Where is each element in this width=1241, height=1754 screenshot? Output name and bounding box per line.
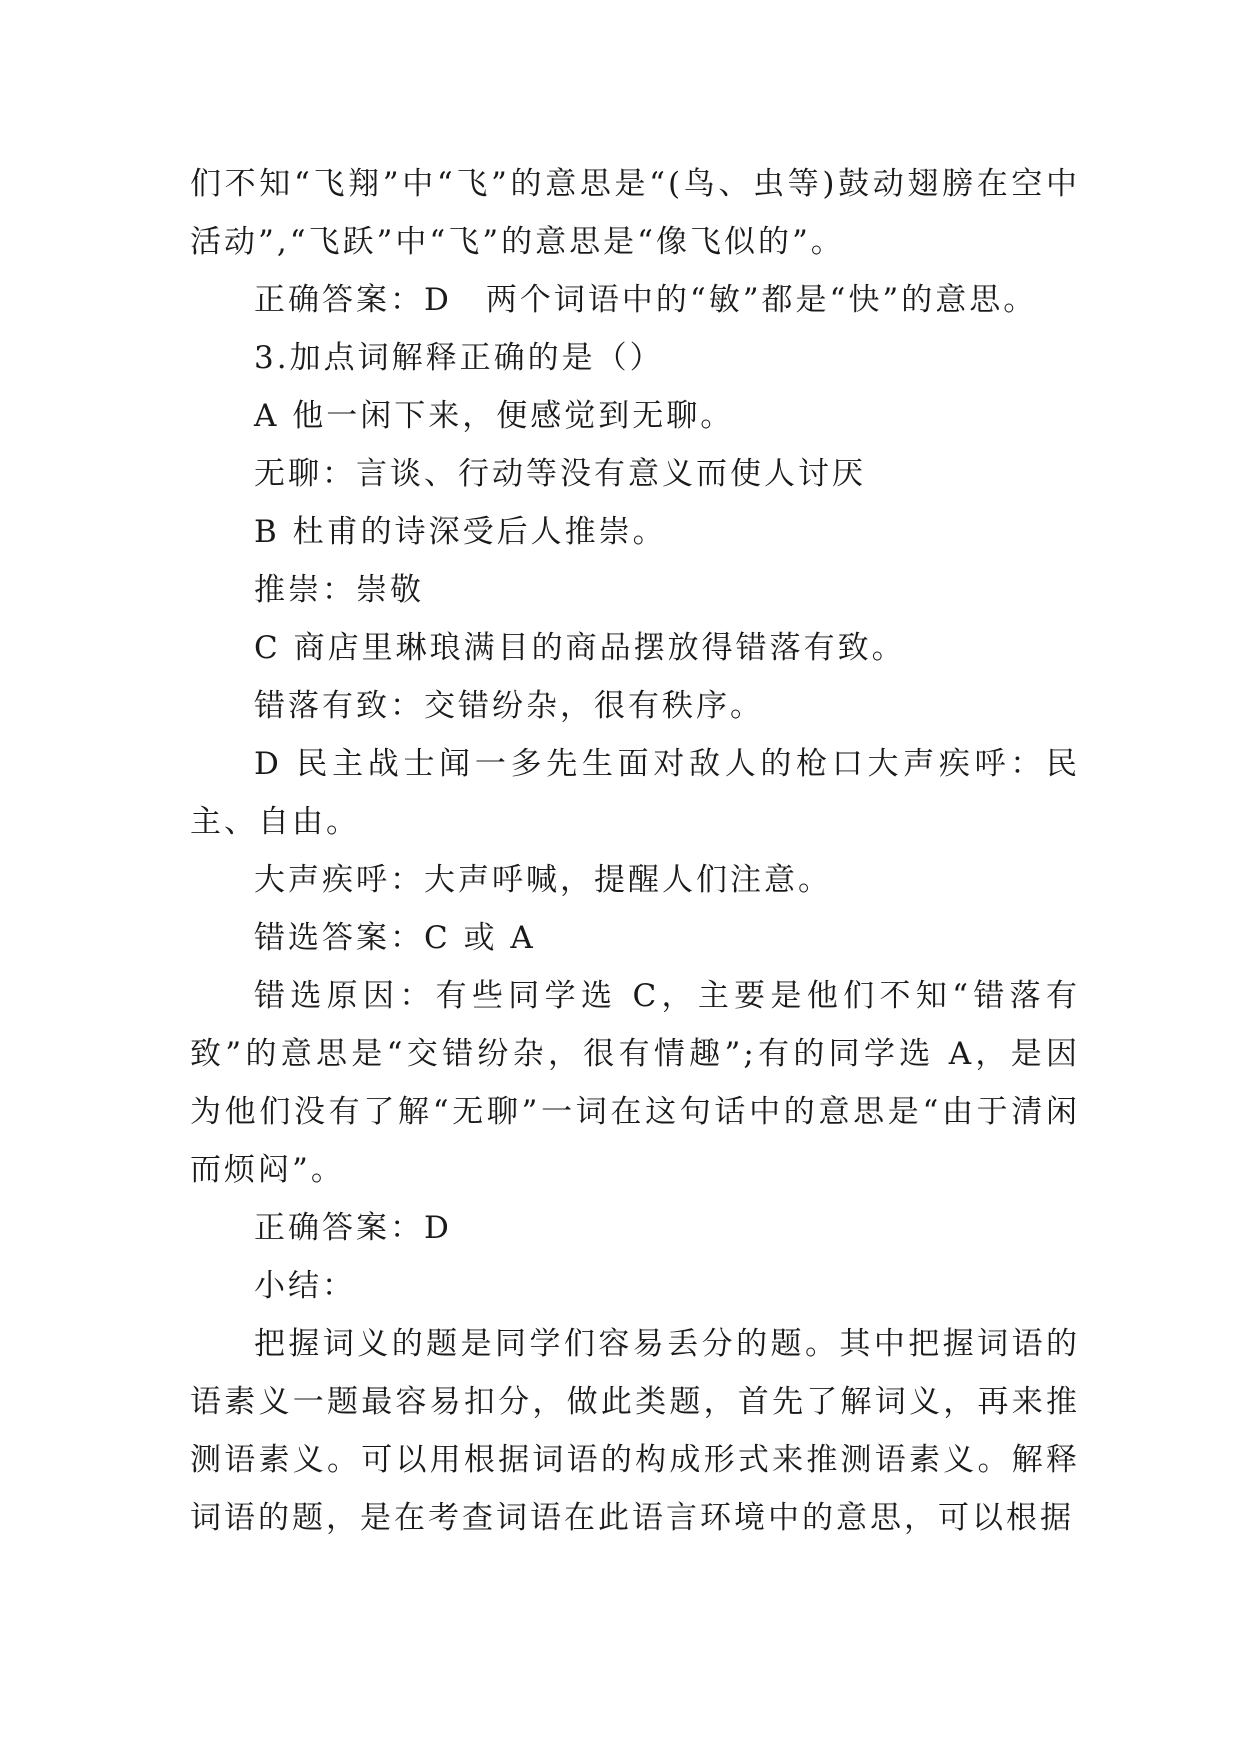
- paragraph-option-c-definition: 错落有致：交错纷杂，很有秩序。: [254, 688, 764, 724]
- paragraph-correct-answer-2: 正确答案：D 两个词语中的“敏”都是“快”的意思。: [254, 282, 1038, 318]
- paragraph-correct-answer-3: 正确答案：D: [254, 1210, 452, 1246]
- paragraph-continuation: 们不知“飞翔”中“飞”的意思是“(鸟、虫等)鼓动翅膀在空中活动”,“飞跃”中“飞”的意思是“像飞似的”。: [190, 166, 1080, 260]
- paragraph-option-d-definition: 大声疾呼：大声呼喊，提醒人们注意。: [254, 862, 832, 898]
- paragraph-option-d: D 民主战士闻一多先生面对敌人的枪口大声疾呼：民主、自由。: [190, 746, 1080, 840]
- body-text: [190, 155, 1080, 1547]
- paragraph-wrong-answer: 错选答案：C 或 A: [254, 920, 536, 956]
- paragraph-option-a: A 他一闲下来，便感觉到无聊。: [254, 398, 735, 434]
- paragraph-summary-body: 把握词义的题是同学们容易丢分的题。其中把握词语的语素义一题最容易扣分，做此类题，首先了解词义，再来推测语素义。可以用根据词语的构成形式来推测语素义。解释词语的题，是在考查词语在此语言环境中的意思，可以根据: [190, 1326, 1080, 1536]
- paragraph-summary-heading: 小结：: [254, 1268, 356, 1304]
- paragraph-question-3: 3.加点词解释正确的是（）: [254, 340, 664, 376]
- paragraph-option-c: C 商店里琳琅满目的商品摆放得错落有致。: [254, 630, 906, 666]
- paragraph-option-a-definition: 无聊：言谈、行动等没有意义而使人讨厌: [254, 456, 866, 492]
- paragraph-option-b-definition: 推崇：崇敬: [254, 572, 424, 608]
- paragraph-wrong-reason: 错选原因：有些同学选 C，主要是他们不知“错落有致”的意思是“交错纷杂，很有情趣”;有的同学选 A，是因为他们没有了解“无聊”一词在这句话中的意思是“由于清闲而烦闷”。: [190, 978, 1080, 1188]
- paragraph-option-b: B 杜甫的诗深受后人推崇。: [254, 514, 667, 550]
